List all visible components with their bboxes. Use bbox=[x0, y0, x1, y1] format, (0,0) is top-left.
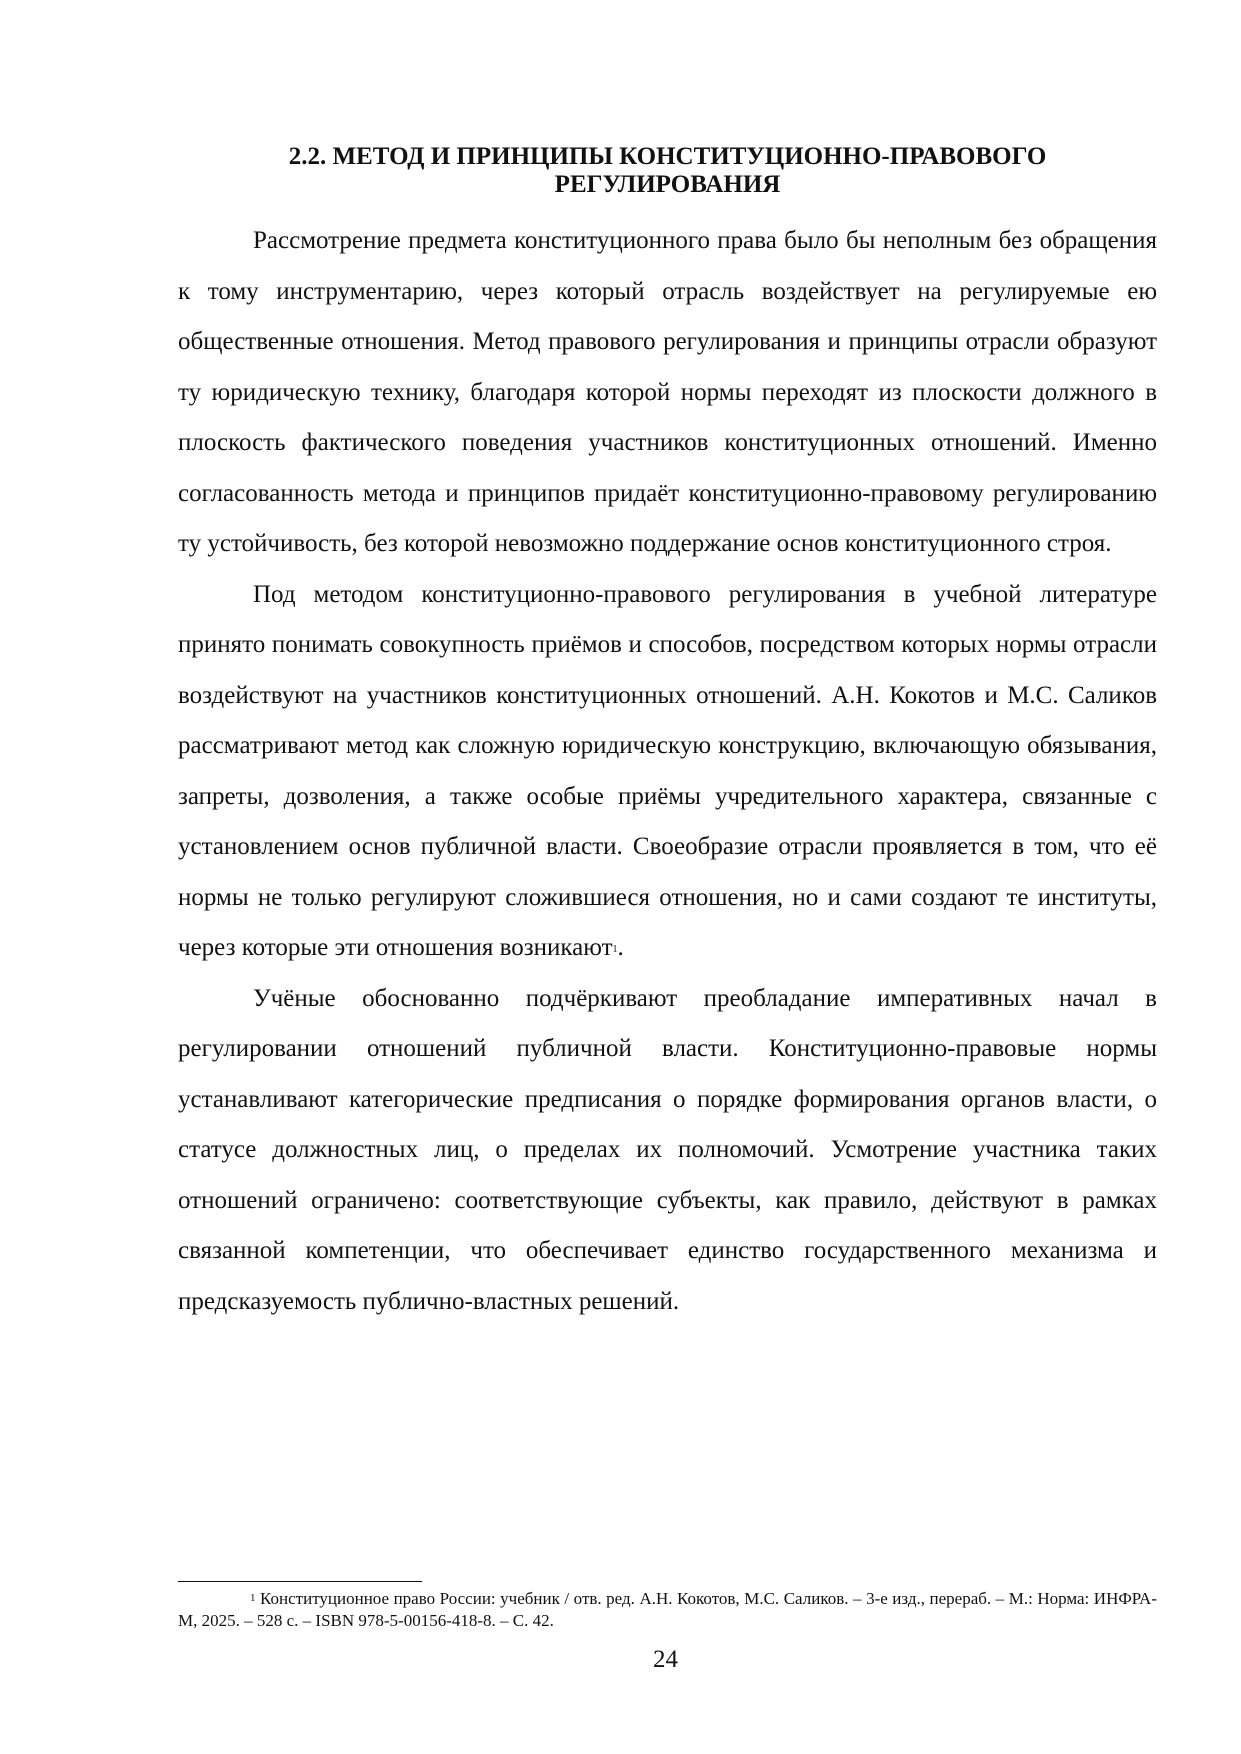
footnote-text: Конституционное право России: учебник / отв. ред. А.Н. Кокотов, М.С. Саликов. – 3-е изд., перераб. – М.: Норма: ИНФРА-М, 2025. – 528 с. – ISBN 978-5-00156-418-8. – С. 42. bbox=[178, 1589, 1157, 1630]
paragraph-2-text: Под методом конституционно-правового регулирования в учебной литературе принято понимать совокупность приёмов и способов, посредством которых нормы отрасли воздействуют на участников конституционных отношений. А.Н. Кокотов и М.С. Саликов рассматривают метод как сложную юридическую конструкцию, включающую обязывания, запреты, дозволения, а также особые приёмы учредительного характера, связанные с установлением основ публичной власти. Своеобразие отрасли проявляется в том, что её нормы не только регулируют сложившиеся отношения, но и сами создают те институты, через которые эти отношения возникают bbox=[178, 580, 1157, 961]
body-text bbox=[178, 216, 1157, 1327]
footnote bbox=[178, 1588, 1157, 1632]
paragraph-2-end: . bbox=[617, 934, 624, 961]
paragraph-1: Рассмотрение предмета конституционного права было бы неполным без обращения к тому инструментарию, через который отрасль воздействует на регулируемые ею общественные отношения. Метод правового регулирования и принципы отрасли образуют ту юридическую технику, благодаря которой нормы переходят из плоскости должного в плоскость фактического поведения участников конституционных отношений. Именно согласованность метода и принципов придаёт конституционно-правовому регулированию ту устойчивость, без которой невозможно поддержание основ конституционного строя. bbox=[178, 227, 1157, 557]
footnote-reference[interactable]: 1 bbox=[612, 944, 618, 955]
section-heading bbox=[178, 143, 1157, 199]
section-heading-line-2: РЕГУЛИРОВАНИЯ bbox=[554, 171, 781, 198]
footnote-separator bbox=[178, 1581, 422, 1582]
page-number: 24 bbox=[653, 1646, 678, 1673]
paragraph-3: Учёные обоснованно подчёркивают преобладание императивных начал в регулировании отношений публичной власти. Конституционно-правовые нормы устанавливают категорические предписания о порядке формирования органов власти, о статусе должностных лиц, о пределах их полномочий. Усмотрение участника таких отношений ограничено: соответствующие субъекты, как правило, действуют в рамках связанной компетенции, что обеспечивает единство государственного механизма и предсказуемость публично-властных решений. bbox=[178, 984, 1157, 1315]
section-heading-line-1: 2.2. МЕТОД И ПРИНЦИПЫ КОНСТИТУЦИОННО-ПРАВОВОГО bbox=[288, 143, 1047, 170]
footnote-mark: 1 bbox=[250, 1592, 256, 1604]
paragraph-2 bbox=[178, 570, 1157, 974]
